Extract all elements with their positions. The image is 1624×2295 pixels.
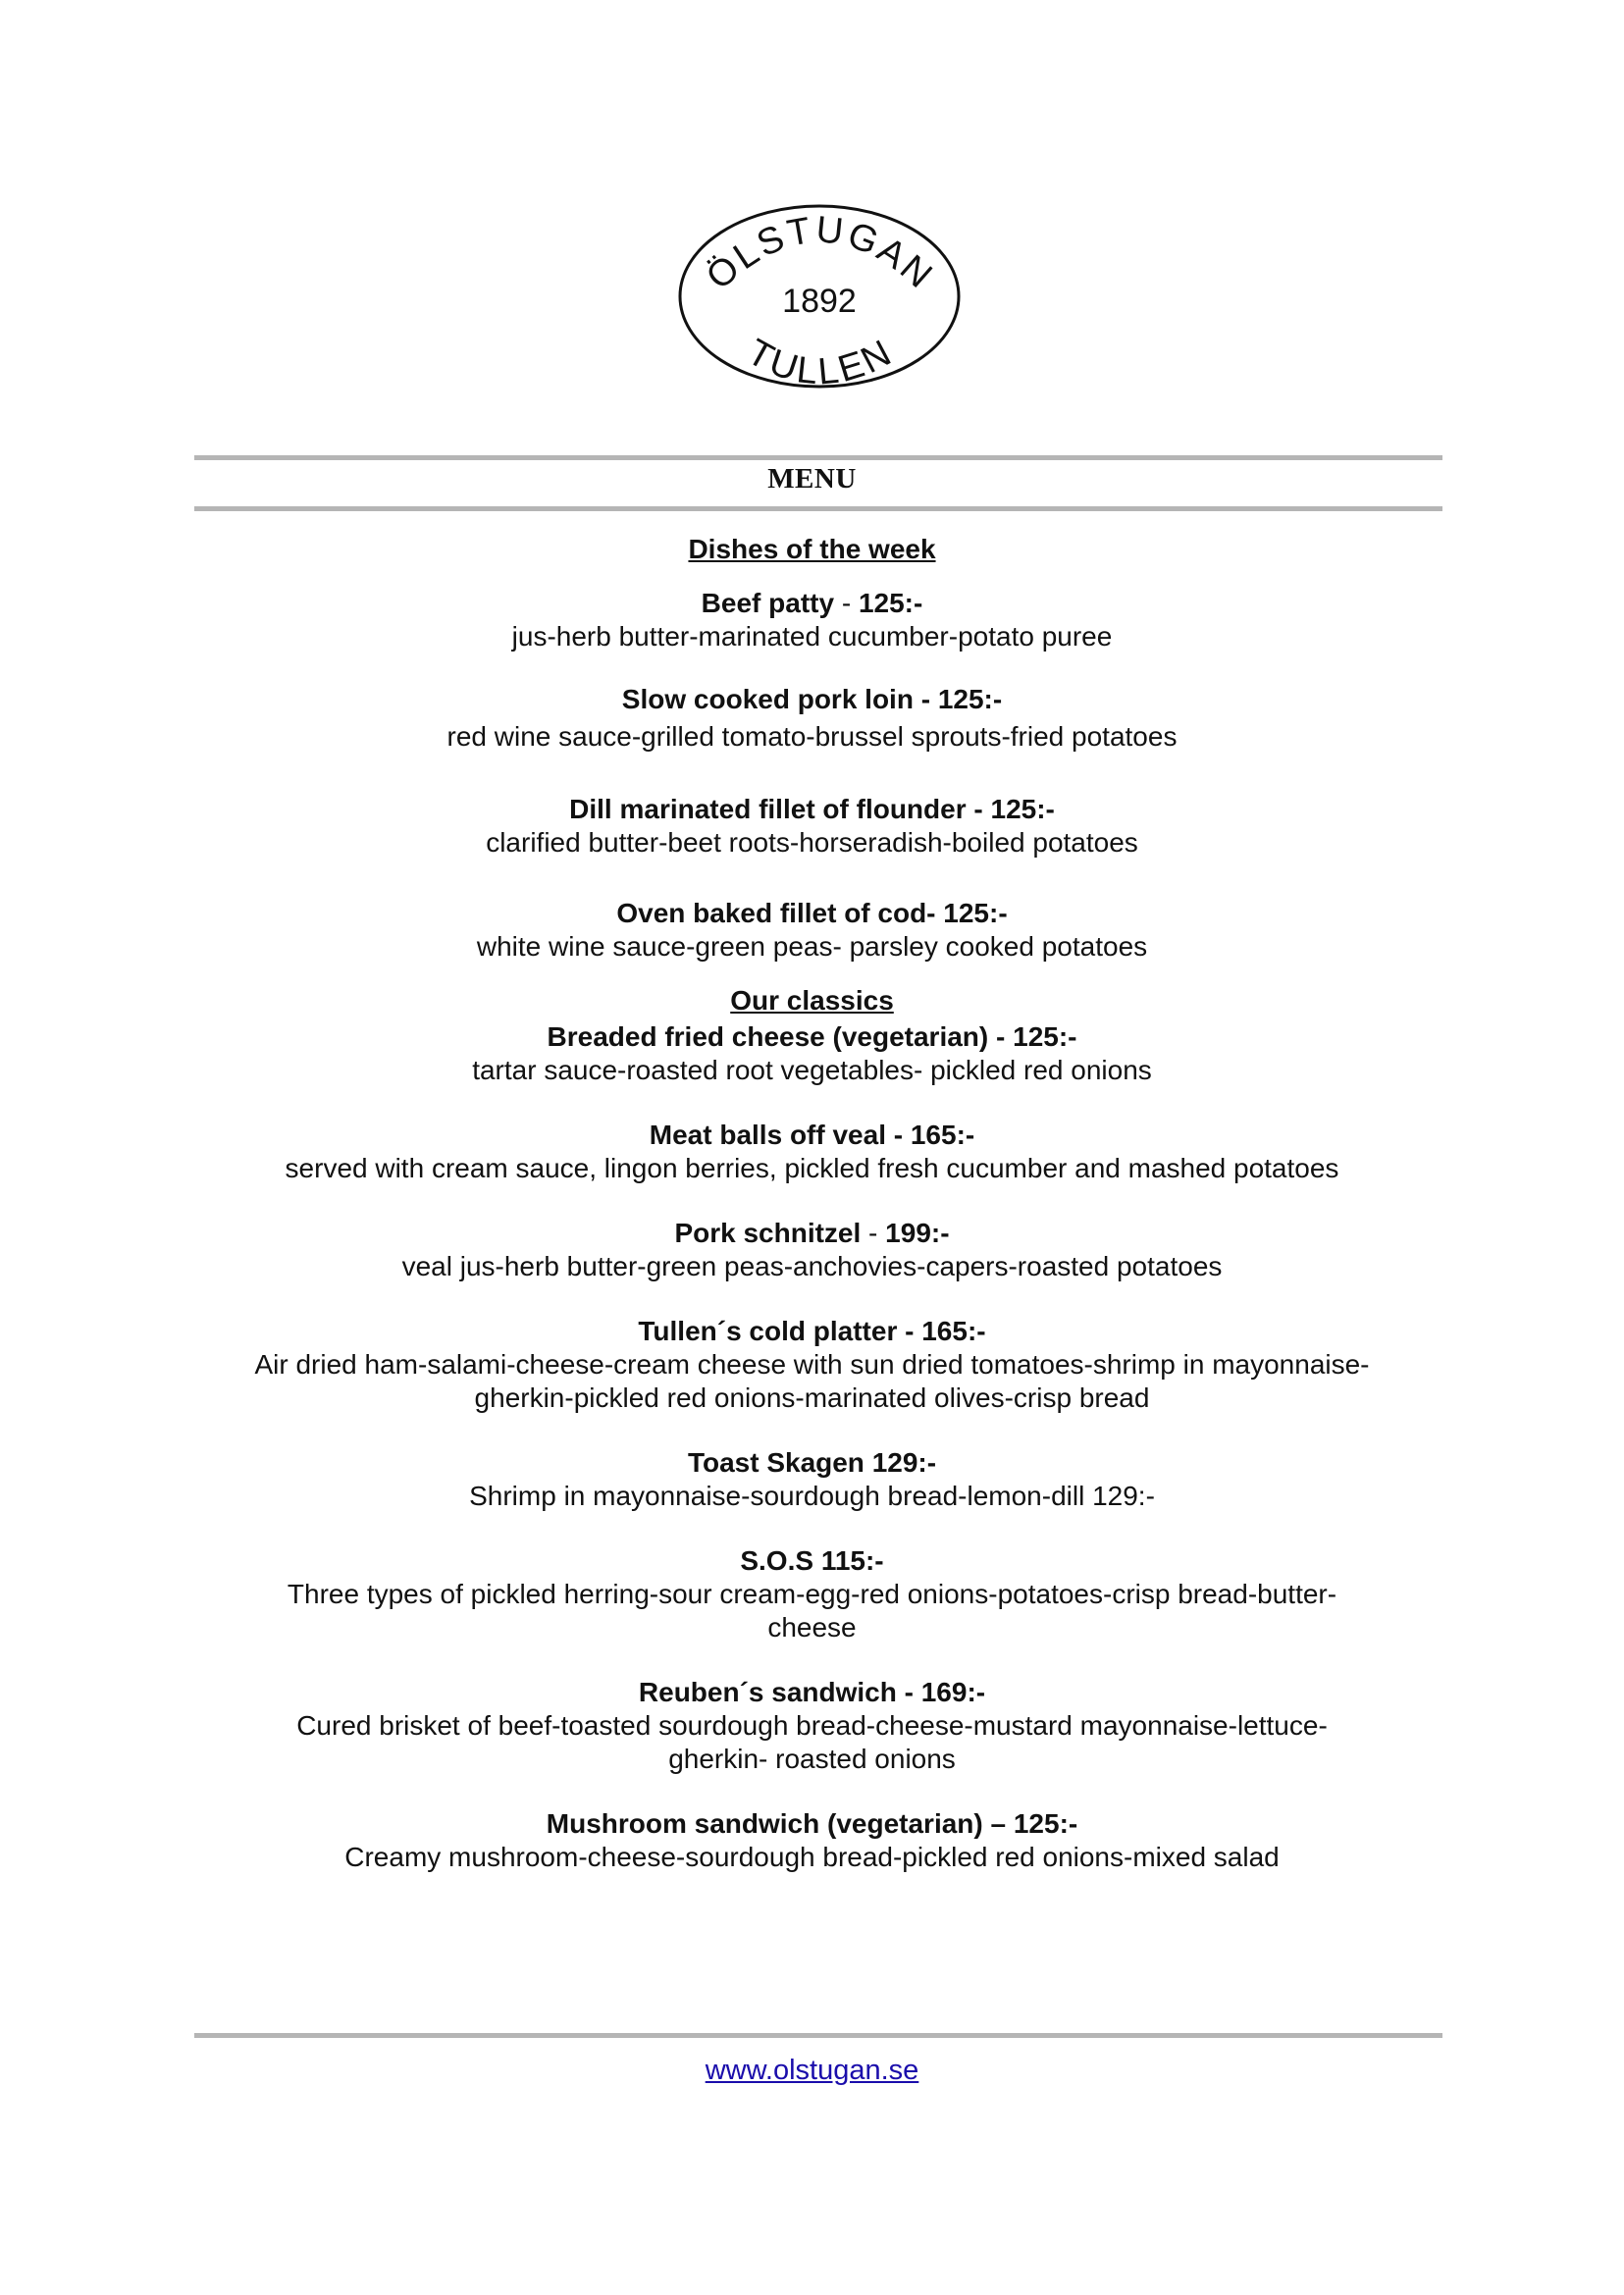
dish-name: Pork schnitzel - 199:- (674, 1218, 950, 1248)
dish-item (0, 1446, 1624, 1513)
dish-item (0, 683, 1624, 754)
menu-content (0, 524, 1624, 1874)
dish-description: jus-herb butter-marinated cucumber-potato puree (511, 621, 1113, 652)
dish-description: veal jus-herb butter-green peas-anchovies-capers-roasted potatoes (401, 1251, 1223, 1281)
dish-name: Oven baked fillet of cod- 125:- (616, 898, 1008, 928)
dish-name: Mushroom sandwich (vegetarian) – 125:- (546, 1808, 1078, 1839)
section-heading-weekly: Dishes of the week (688, 534, 936, 564)
dish-description: Shrimp in mayonnaise-sourdough bread-lemon-dill 129:- (469, 1481, 1155, 1511)
logo-bottom-text: TULLEN (740, 331, 901, 393)
dish-description: tartar sauce-roasted root vegetables- pickled red onions (472, 1055, 1152, 1085)
dish-description: Creamy mushroom-cheese-sourdough bread-pickled red onions-mixed salad (344, 1842, 1280, 1872)
title-divider (194, 506, 1442, 511)
top-divider (194, 455, 1442, 460)
dish-item (0, 1544, 1624, 1644)
olstugan-tullen-logo (672, 191, 967, 397)
dish-description: clarified butter-beet roots-horseradish-boiled potatoes (486, 827, 1138, 858)
dish-name: Dill marinated fillet of flounder - 125:- (569, 794, 1055, 824)
footer-divider (194, 2033, 1442, 2038)
dish-name: Slow cooked pork loin - 125:- (621, 684, 1003, 714)
logo-top-text: ÖLSTUGAN (699, 209, 942, 298)
dish-item (0, 793, 1624, 860)
dish-name: Reuben´s sandwich - 169:- (638, 1677, 986, 1707)
dish-item (0, 1119, 1624, 1185)
dish-name: Tullen´s cold platter - 165:- (638, 1316, 986, 1346)
dish-description: red wine sauce-grilled tomato-brussel sprouts-fried potatoes (446, 721, 1178, 752)
dish-name: Toast Skagen 129:- (687, 1447, 937, 1478)
dish-item (0, 1217, 1624, 1283)
logo-year: 1892 (782, 283, 857, 320)
dish-item (0, 1020, 1624, 1087)
website-link[interactable]: www.olstugan.se (705, 2055, 919, 2086)
dish-item (0, 897, 1624, 964)
dish-name: S.O.S 115:- (740, 1545, 884, 1576)
dish-description: served with cream sauce, lingon berries, pickled fresh cucumber and mashed potatoes (285, 1153, 1339, 1183)
dish-item (0, 1315, 1624, 1415)
logo-seal (672, 191, 967, 397)
dish-name: Beef patty - 125:- (701, 588, 923, 618)
dish-item (0, 1676, 1624, 1776)
dish-description: Cured brisket of beef-toasted sourdough bread-cheese-mustard mayonnaise-lettuce- gherkin- roasted onions (296, 1710, 1328, 1774)
dish-item (0, 587, 1624, 653)
page-title: MENU (767, 463, 857, 495)
dish-name: Meat balls off veal - 165:- (649, 1120, 975, 1150)
dish-description: Three types of pickled herring-sour cream-egg-red onions-potatoes-crisp bread-butter- cheese (287, 1579, 1337, 1643)
dish-item (0, 1807, 1624, 1874)
dish-description: Air dried ham-salami-cheese-cream cheese with sun dried tomatoes-shrimp in mayonnaise- gherkin-pickled red onions-marinated olives-crisp bread (254, 1349, 1370, 1413)
footer (0, 2055, 1624, 2087)
section-heading-classics: Our classics (730, 985, 894, 1016)
dish-description: white wine sauce-green peas- parsley cooked potatoes (476, 931, 1148, 962)
dish-name: Breaded fried cheese (vegetarian) - 125:- (547, 1021, 1077, 1052)
